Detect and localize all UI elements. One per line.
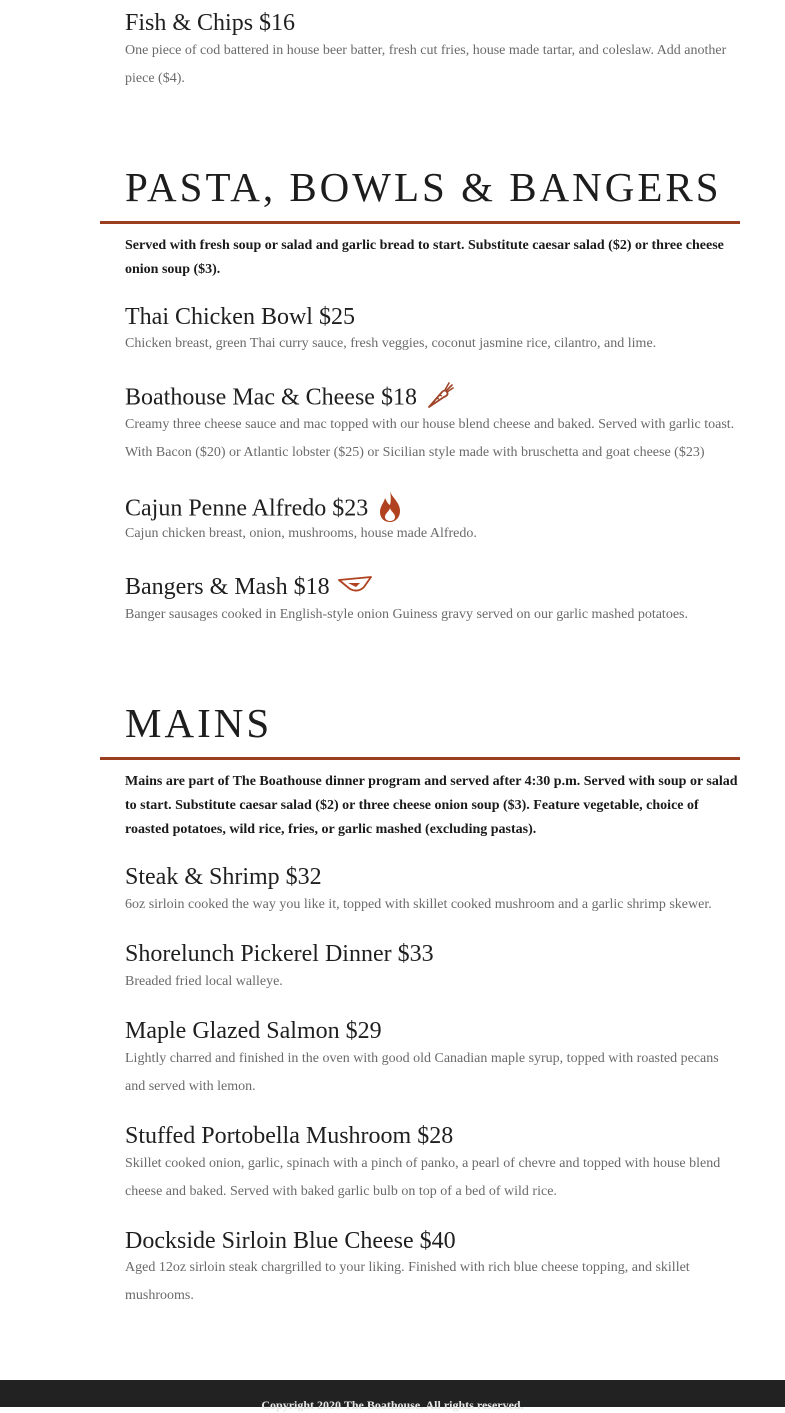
canada-icon bbox=[338, 573, 372, 603]
section-note: Mains are part of The Boathouse dinner program and served after 4:30 p.m. Served with soup or salad to start. Substitute caesar salad ($2) or three cheese onion soup ($3). Feature vegetable, choice of roasted potatoes, wild rice, fries, or garlic mashed (excluding pastas). bbox=[125, 774, 738, 837]
menu-item-description: Skillet cooked onion, garlic, spinach with a pinch of panko, a pearl of chevre and topped with house blend cheese and baked. Served with baked garlic bulb on top of a bed of wild rice. bbox=[125, 1156, 721, 1199]
menu-item-title: Stuffed Portobella Mushroom $28 bbox=[125, 1123, 454, 1149]
menu-item-title: Thai Chicken Bowl $25 bbox=[125, 304, 355, 330]
menu-item-title: Shorelunch Pickerel Dinner $33 bbox=[125, 941, 434, 967]
section-title-mains: MAINS bbox=[125, 700, 273, 746]
menu-item-description: Chicken breast, green Thai curry sauce, fresh veggies, coconut jasmine rice, cilantro, and lime. bbox=[125, 336, 657, 351]
menu-item-description: Cajun chicken breast, onion, mushrooms, house made Alfredo. bbox=[125, 526, 477, 541]
footer bbox=[0, 1380, 785, 1412]
menu-item-title: Cajun Penne Alfredo $23 bbox=[125, 495, 369, 522]
menu-item-description: Lightly charred and finished in the oven with good old Canadian maple syrup, topped with roasted pecans and served with lemon. bbox=[125, 1051, 719, 1094]
menu-item-description: 6oz sirloin cooked the way you like it, topped with skillet cooked mushroom and a garlic shrimp skewer. bbox=[125, 897, 712, 912]
menu-item-description: Banger sausages cooked in English-style onion Guiness gravy served on our garlic mashed potatoes. bbox=[125, 607, 688, 622]
section-divider bbox=[100, 757, 740, 760]
menu-item-title: Steak & Shrimp $32 bbox=[125, 864, 322, 890]
menu-item-title: Boathouse Mac & Cheese $18 bbox=[125, 384, 417, 411]
menu-item-title: Maple Glazed Salmon $29 bbox=[125, 1018, 382, 1044]
menu-item-description: Breaded fried local walleye. bbox=[125, 974, 283, 989]
menu-item-title: Bangers & Mash $18 bbox=[125, 574, 330, 600]
footer-copyright: Copyright 2020 The Boathouse. All rights reserved. bbox=[261, 1398, 524, 1412]
menu-item-description: One piece of cod battered in house beer batter, fresh cut fries, house made tartar, and coleslaw. Add another piece ($4). bbox=[125, 43, 727, 86]
menu-item-header bbox=[125, 572, 372, 603]
menu-item-description: Creamy three cheese sauce and mac topped with our house blend cheese and baked. Served with garlic toast. With Bacon ($20) or Atlantic lobster ($25) or Sicilian style made with bruschetta and goat cheese ($23) bbox=[125, 417, 735, 460]
menu-item-title: Fish & Chips $16 bbox=[125, 10, 296, 36]
section-note: Served with fresh soup or salad and garlic bread to start. Substitute caesar salad ($2) or three cheese onion soup ($3). bbox=[125, 238, 724, 277]
section-divider bbox=[100, 221, 740, 224]
menu-item-title: Dockside Sirloin Blue Cheese $40 bbox=[125, 1228, 456, 1254]
section-title-pasta: PASTA, BOWLS & BANGERS bbox=[125, 164, 722, 210]
menu-item-description: Aged 12oz sirloin steak chargrilled to your liking. Finished with rich blue cheese topping, and skillet mushrooms. bbox=[125, 1260, 690, 1303]
